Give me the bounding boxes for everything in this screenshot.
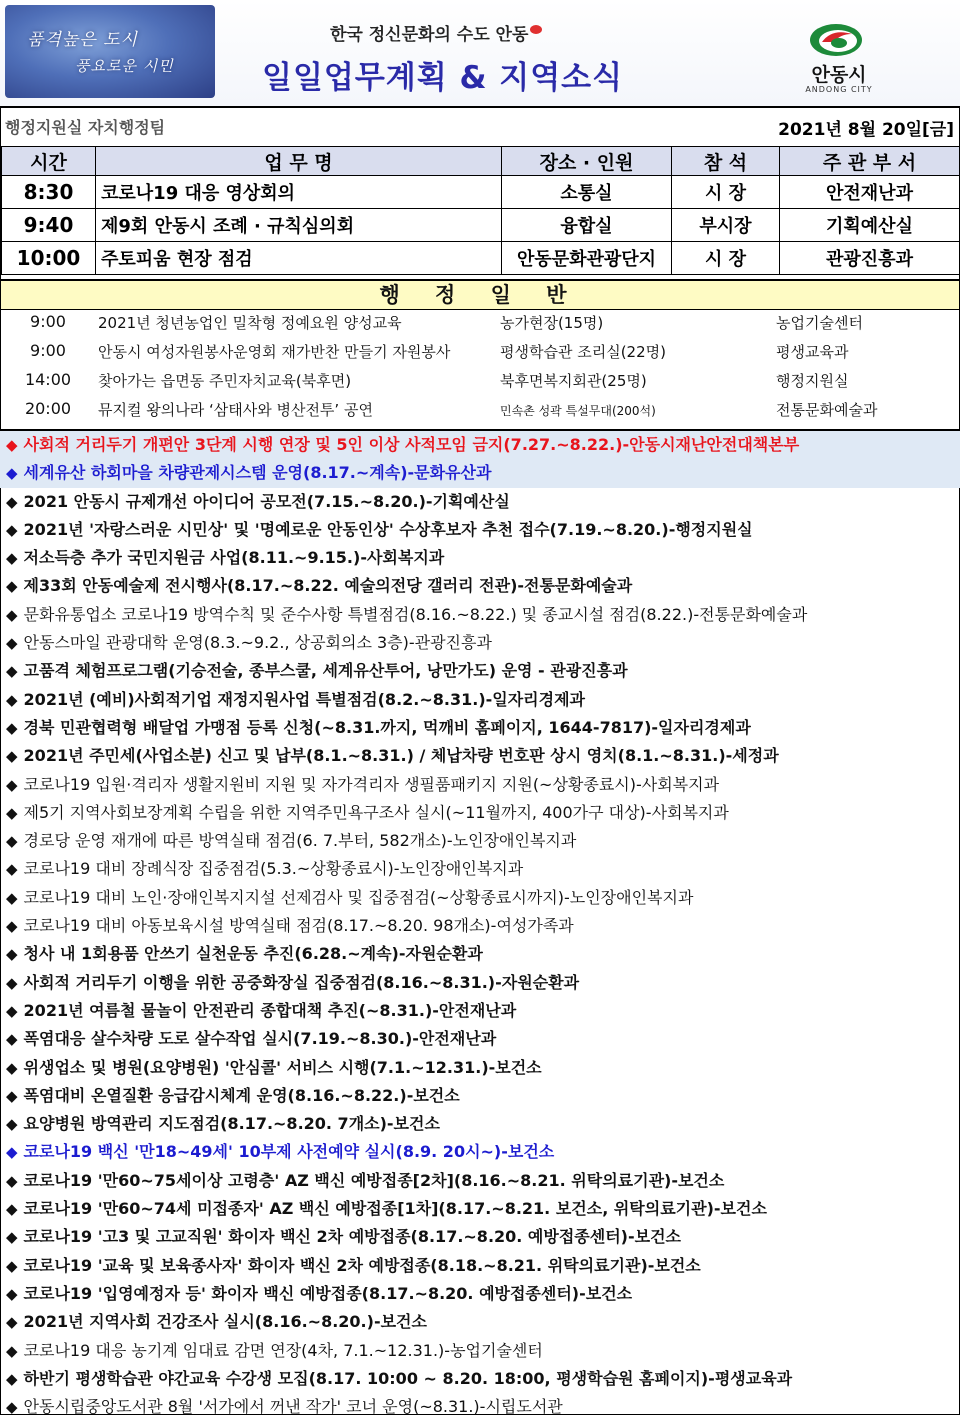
- notice-item: [0, 799, 960, 827]
- schedule-place: 융합실: [502, 209, 672, 242]
- diamond-bullet-icon: ◆: [6, 718, 18, 737]
- diamond-bullet-icon: ◆: [6, 1313, 18, 1332]
- schedule-place: 소통실: [502, 176, 672, 209]
- city-logo-subtext: ANDONG CITY: [805, 85, 873, 94]
- subtitle: [330, 20, 542, 45]
- notice-item: [0, 459, 960, 487]
- diamond-bullet-icon: ◆: [6, 1398, 18, 1417]
- diamond-bullet-icon: ◆: [6, 803, 18, 822]
- city-logo-icon: [808, 22, 864, 58]
- notice-item: [0, 940, 960, 968]
- diamond-bullet-icon: ◆: [6, 634, 18, 653]
- general-task: 안동시 여성자원봉사운영회 재가반찬 만들기 자원봉사: [98, 343, 451, 361]
- col-header-task: 업 무 명: [96, 147, 502, 176]
- diamond-bullet-icon: ◆: [6, 492, 18, 511]
- general-place: 북후면복지회관(25명): [500, 372, 647, 390]
- diamond-bullet-icon: ◆: [6, 549, 18, 568]
- notice-text: 코로나19 '만60~75세이상 고령층' AZ 백신 예방접종[2차](8.16.~8.21. 위탁의료기관)-보건소: [23, 1170, 725, 1190]
- notice-text: 세계유산 하회마을 차량관제시스템 운영(8.17.~계속)-문화유산과: [23, 463, 492, 483]
- slogan-banner: [5, 5, 215, 98]
- notice-text: 2021년 (예비)사회적기업 재정지원사업 특별점검(8.2.~8.31.)-일자리경제과: [23, 689, 586, 709]
- general-time: 14:00: [24, 370, 72, 389]
- notice-text: 코로나19 백신 '만18~49세' 10부제 사전예약 실시(8.9. 20시~)-보건소: [23, 1142, 555, 1162]
- diamond-bullet-icon: ◆: [6, 1001, 18, 1020]
- notice-text: 폭염대비 온열질환 응급감시체계 운영(8.16.~8.22.)-보건소: [23, 1085, 460, 1105]
- general-item: [0, 396, 960, 425]
- notice-text: 코로나19 대비 아동보육시설 방역실태 점검(8.17.~8.20. 98개소)-여성가족과: [23, 916, 574, 936]
- notice-text: 2021년 지역사회 건강조사 실시(8.16.~8.20.)-보건소: [23, 1312, 427, 1332]
- notice-item: [0, 1054, 960, 1082]
- general-time: 20:00: [24, 399, 72, 418]
- diamond-bullet-icon: ◆: [6, 1171, 18, 1190]
- notice-item: [0, 488, 960, 516]
- diamond-bullet-icon: ◆: [6, 1058, 18, 1077]
- notice-item: [0, 884, 960, 912]
- schedule-table: [1, 146, 960, 275]
- notice-text: 제33회 안동예술제 전시행사(8.17.~8.22. 예술의전당 갤러리 전관)-전통문화예술과: [23, 576, 633, 596]
- schedule-task: 코로나19 대응 영상회의: [96, 176, 502, 209]
- notice-item: [0, 771, 960, 799]
- general-dept: 행정지원실: [776, 372, 849, 390]
- col-header-time: 시간: [2, 147, 96, 176]
- notice-text: 코로나19 '만60~74세 미접종자' AZ 백신 예방접종[1차](8.17.~8.21. 보건소, 위탁의료기관)-보건소: [23, 1199, 767, 1219]
- notice-item: [0, 1252, 960, 1280]
- diamond-bullet-icon: ◆: [6, 577, 18, 596]
- notice-item: [0, 1082, 960, 1110]
- schedule-dept: 기획예산실: [780, 209, 960, 242]
- general-task: 찾아가는 읍면동 주민자치교육(북후면): [98, 372, 352, 390]
- notice-text: 2021년 여름철 물놀이 안전관리 종합대책 추진(~8.31.)-안전재난과: [23, 1000, 517, 1020]
- general-time: 9:00: [30, 312, 66, 331]
- schedule-time: 8:30: [2, 176, 96, 209]
- notice-item: [0, 1110, 960, 1138]
- notice-item: [0, 1167, 960, 1195]
- notice-item: [0, 1138, 960, 1166]
- diamond-bullet-icon: ◆: [6, 1228, 18, 1247]
- notice-item: [0, 997, 960, 1025]
- schedule-header-row: [2, 147, 960, 176]
- notice-text: 코로나19 '고3 및 고교직원' 화이자 백신 2차 예방접종(8.17.~8.20. 예방접종센터)-보건소: [23, 1227, 681, 1247]
- schedule-row: [2, 176, 960, 209]
- notice-item: [0, 855, 960, 883]
- notice-text: 안동시립중앙도서관 8월 '서가에서 꺼낸 작가' 코너 운영(~8.31.)-시립도서관: [23, 1397, 563, 1417]
- schedule-time: 9:40: [2, 209, 96, 242]
- notice-item: [0, 969, 960, 997]
- col-header-place: 장소 · 인원: [502, 147, 672, 176]
- notice-text: 코로나19 대응 농기계 임대료 감면 연장(4차, 7.1.~12.31.)-농업기술센터: [23, 1340, 543, 1360]
- schedule-attendee: 시 장: [672, 242, 780, 275]
- diamond-bullet-icon: ◆: [6, 775, 18, 794]
- diamond-bullet-icon: ◆: [6, 1115, 18, 1134]
- schedule-dept: 안전재난과: [780, 176, 960, 209]
- schedule-place: 안동문화관광단지: [502, 242, 672, 275]
- notice-text: 제5기 지역사회보장계획 수립을 위한 지역주민욕구조사 실시(~11월까지, 400가구 대상)-사회복지과: [23, 802, 729, 822]
- diamond-bullet-icon: ◆: [6, 605, 18, 624]
- general-dept: 전통문화예술과: [776, 401, 878, 419]
- notice-text: 사회적 거리두기 개편안 3단계 시행 연장 및 5인 이상 사적모임 금지(7.27.~8.22.)-안동시재난안전대책본부: [23, 435, 800, 454]
- notice-text: 2021년 주민세(사업소분) 신고 및 납부(8.1.~8.31.) / 체납차량 번호판 상시 영치(8.1.~8.31.)-세정과: [23, 746, 779, 766]
- general-dept: 농업기술센터: [776, 314, 863, 332]
- diamond-bullet-icon: ◆: [6, 973, 18, 992]
- notice-item: [0, 544, 960, 572]
- diamond-bullet-icon: ◆: [6, 436, 18, 454]
- diamond-bullet-icon: ◆: [6, 832, 18, 851]
- notice-text: 문화유통업소 코로나19 방역수칙 및 준수사항 특별점검(8.16.~8.22.) 및 종교시설 점검(8.22.)-전통문화예술과: [23, 604, 808, 624]
- diamond-bullet-icon: ◆: [6, 945, 18, 964]
- schedule-task: 제9회 안동시 조례 · 규칙심의회: [96, 209, 502, 242]
- page-header: [0, 0, 960, 108]
- schedule-row: [2, 209, 960, 242]
- schedule-attendee: 시 장: [672, 176, 780, 209]
- notice-text: 안동스마일 관광대학 운영(8.3.~9.2., 상공회의소 3층)-관광진흥과: [23, 633, 492, 653]
- notice-item: [0, 1025, 960, 1053]
- notice-text: 코로나19 '입영예정자 등' 화이자 백신 예방접종(8.17.~8.20. 예방접종센터)-보건소: [23, 1283, 633, 1303]
- notice-text: 위생업소 및 병원(요양병원) '안심콜' 서비스 시행(7.1.~12.31.)-보건소: [23, 1057, 542, 1077]
- notice-text: 폭염대응 살수차량 도로 살수작업 실시(7.19.~8.30.)-안전재난과: [23, 1029, 497, 1049]
- diamond-bullet-icon: ◆: [6, 1030, 18, 1049]
- diamond-bullet-icon: ◆: [6, 1256, 18, 1275]
- notice-text: 경북 민관협력형 배달업 가맹점 등록 신청(~8.31.까지, 먹깨비 홈페이지, 1644-7817)-일자리경제과: [23, 717, 751, 737]
- date-label: 2021년 8월 20일[금]: [778, 120, 954, 140]
- notice-text: 사회적 거리두기 이행을 위한 공중화장실 집중점검(8.16.~8.31.)-자원순환과: [23, 972, 580, 992]
- schedule-row: [2, 242, 960, 275]
- general-item: [0, 338, 960, 367]
- notice-item: [0, 1223, 960, 1251]
- notice-text: 청사 내 1회용품 안쓰기 실천운동 추진(6.28.~계속)-자원순환과: [23, 944, 483, 964]
- schedule-time: 10:00: [2, 242, 96, 275]
- notice-text: 코로나19 입원·격리자 생활지원비 지원 및 자가격리자 생필품패키지 지원(~상황종료시)-사회복지과: [23, 774, 720, 794]
- notice-text: 경로당 운영 재개에 따른 방역실태 점검(6. 7.부터, 582개소)-노인장애인복지과: [23, 831, 577, 851]
- col-header-attendee: 참 석: [672, 147, 780, 176]
- general-place: 농가현장(15명): [500, 314, 604, 332]
- notice-item: [0, 1195, 960, 1223]
- general-time: 9:00: [30, 341, 66, 360]
- swirl-icon: [530, 25, 542, 34]
- slogan-line-1: 품격높은 도시: [27, 30, 138, 50]
- general-item: [0, 367, 960, 396]
- notice-text: 하반기 평생학습관 야간교육 수강생 모집(8.17. 10:00 ~ 8.20. 18:00, 평생학습원 홈페이지)-평생교육과: [23, 1368, 793, 1388]
- diamond-bullet-icon: ◆: [6, 520, 18, 539]
- diamond-bullet-icon: ◆: [6, 1200, 18, 1219]
- notice-text: 코로나19 대비 노인·장애인복지지설 선제검사 및 집중점검(~상황종료시까지)-노인장애인복지과: [23, 887, 694, 907]
- general-place: 평생학습관 조리실(22명): [500, 343, 666, 361]
- general-item: [0, 309, 960, 338]
- diamond-bullet-icon: ◆: [6, 1086, 18, 1105]
- notice-item: [0, 827, 960, 855]
- schedule-task: 주토피움 현장 점검: [96, 242, 502, 275]
- general-task: 뮤지컬 왕의나라 ‘삼태사와 병산전투’ 공연: [98, 401, 373, 419]
- diamond-bullet-icon: ◆: [6, 747, 18, 766]
- notice-item: [0, 1393, 960, 1421]
- notice-text: 저소득층 추가 국민지원금 사업(8.11.~9.15.)-사회복지과: [23, 548, 445, 568]
- page-title: 일일업무계획 & 지역소식: [262, 60, 624, 96]
- schedule-dept: 관광진흥과: [780, 242, 960, 275]
- notice-item: [0, 657, 960, 685]
- notice-item: [0, 572, 960, 600]
- diamond-bullet-icon: ◆: [6, 917, 18, 936]
- subtitle-text: 한국 정신문화의 수도 안동: [330, 25, 529, 45]
- notice-list: [0, 429, 960, 1421]
- notice-item: [0, 1308, 960, 1336]
- diamond-bullet-icon: ◆: [6, 464, 18, 483]
- slogan-line-2: 풍요로운 시민: [75, 57, 174, 75]
- notice-item: [0, 714, 960, 742]
- general-task: 2021년 청년농업인 밀착형 정예요원 양성교육: [98, 314, 402, 332]
- notice-item: [0, 601, 960, 629]
- general-list: [0, 309, 960, 425]
- schedule-attendee: 부시장: [672, 209, 780, 242]
- notice-text: 코로나19 대비 장례식장 집중점검(5.3.~상황종료시)-노인장애인복지과: [23, 859, 524, 879]
- diamond-bullet-icon: ◆: [6, 690, 18, 709]
- notice-text: 고품격 체험프로그램(기승전술, 종부스쿨, 세계유산투어, 낭만가도) 운영 - 관광진흥과: [23, 661, 628, 681]
- city-logo-text: 안동시: [811, 64, 867, 86]
- notice-item: [0, 742, 960, 770]
- diamond-bullet-icon: ◆: [6, 1369, 18, 1388]
- notice-item: [0, 1280, 960, 1308]
- notice-text: 요양병원 방역관리 지도점검(8.17.~8.20. 7개소)-보건소: [23, 1114, 440, 1134]
- notice-text: 코로나19 '교육 및 보육종사자' 화이자 백신 2차 예방접종(8.18.~8.21. 위탁의료기관)-보건소: [23, 1255, 701, 1275]
- notice-item: [0, 629, 960, 657]
- notice-text: 2021 안동시 규제개선 아이디어 공모전(7.15.~8.20.)-기획예산실: [23, 491, 510, 511]
- diamond-bullet-icon: ◆: [6, 1143, 18, 1162]
- notice-item: [0, 1365, 960, 1393]
- notice-item: [0, 686, 960, 714]
- notice-item: [0, 516, 960, 544]
- notice-item: [0, 1337, 960, 1365]
- notice-item: [0, 431, 960, 459]
- general-dept: 평생교육과: [776, 343, 849, 361]
- department-label: 행정지원실 자치행정팀: [5, 118, 166, 137]
- diamond-bullet-icon: ◆: [6, 888, 18, 907]
- notice-item: [0, 912, 960, 940]
- general-section-title: 행 정 일 반: [1, 279, 959, 310]
- col-header-dept: 주 관 부 서: [780, 147, 960, 176]
- diamond-bullet-icon: ◆: [6, 860, 18, 879]
- diamond-bullet-icon: ◆: [6, 662, 18, 681]
- general-place: 민속촌 성곽 특설무대(200석): [500, 404, 656, 418]
- notice-text: 2021년 '자랑스러운 시민상' 및 '명예로운 안동인상' 수상후보자 추천 접수(7.19.~8.20.)-행정지원실: [23, 519, 753, 539]
- diamond-bullet-icon: ◆: [6, 1284, 18, 1303]
- diamond-bullet-icon: ◆: [6, 1341, 18, 1360]
